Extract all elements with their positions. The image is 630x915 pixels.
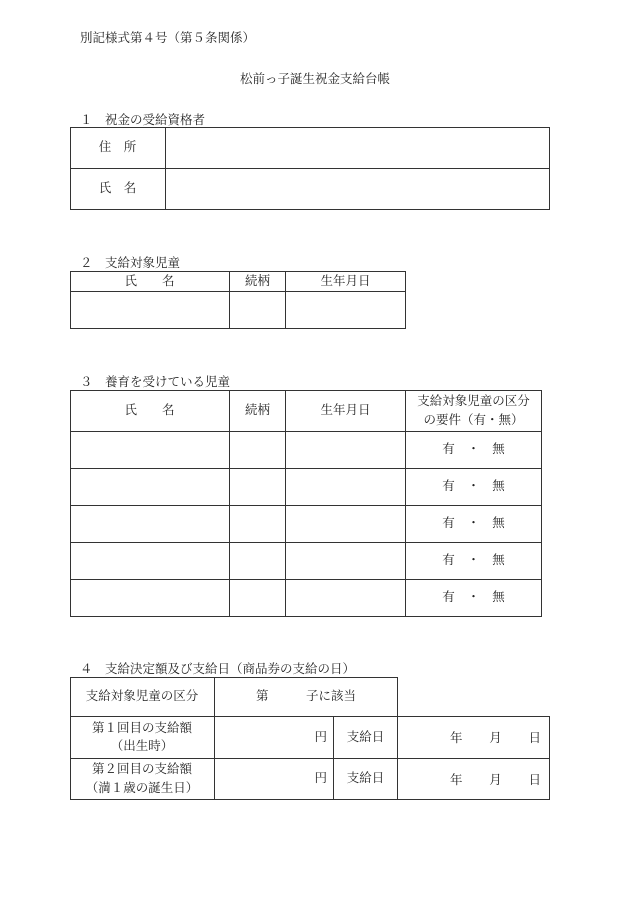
requirement-toggle[interactable]: 有 ・ 無 xyxy=(442,589,505,605)
payment2-date-field[interactable] xyxy=(398,758,549,799)
year-unit: 年 xyxy=(450,730,463,745)
section3-heading: ３ 養育を受けている児童 xyxy=(80,374,231,389)
section2-heading: ２ 支給対象児童 xyxy=(80,255,181,270)
name-field[interactable] xyxy=(166,168,549,209)
requirement-toggle[interactable]: 有 ・ 無 xyxy=(442,478,505,494)
day-unit: 日 xyxy=(528,771,541,787)
month-unit: 月 xyxy=(489,771,502,787)
address-field[interactable] xyxy=(166,127,549,168)
payment1-amount-field[interactable]: 円 xyxy=(314,728,327,744)
payment2-label xyxy=(70,758,214,799)
col-birthdate: 生年月日 xyxy=(320,272,371,288)
payment2-amount-field[interactable]: 円 xyxy=(314,770,327,786)
payment2-date-label: 支給日 xyxy=(346,770,385,786)
col-requirement xyxy=(406,390,541,431)
category-label: 支給対象児童の区分 xyxy=(85,688,199,704)
page-title: 松前っ子誕生祝金支給台帳 xyxy=(239,71,390,86)
section4-heading: ４ 支給決定額及び支給日（商品券の支給の日） xyxy=(80,661,356,676)
payment1-label-line1: 第１回目の支給額 xyxy=(91,719,192,735)
col-requirement-line2: の要件（有・無） xyxy=(423,411,524,427)
col-relation: 続柄 xyxy=(244,272,270,288)
name-label: 氏 名 xyxy=(98,180,137,196)
requirement-toggle[interactable]: 有 ・ 無 xyxy=(442,552,505,568)
form-number: 別記様式第４号（第５条関係） xyxy=(80,30,256,45)
child-birthdate-field[interactable] xyxy=(286,292,405,328)
col-requirement-line1: 支給対象児童の区分 xyxy=(417,393,530,409)
payment1-date-label: 支給日 xyxy=(346,728,385,744)
payment1-date-field[interactable] xyxy=(398,716,549,758)
col-name: 氏 名 xyxy=(124,272,175,288)
day-unit: 日 xyxy=(528,730,541,745)
col-birthdate: 生年月日 xyxy=(320,402,371,418)
child-name-field[interactable] xyxy=(71,292,229,328)
col-relation: 続柄 xyxy=(244,402,270,418)
month-unit: 月 xyxy=(489,730,502,745)
requirement-toggle[interactable]: 有 ・ 無 xyxy=(442,515,505,531)
address-label: 住 所 xyxy=(98,139,137,155)
col-name: 氏 名 xyxy=(124,402,175,418)
payment2-label-line1: 第２回目の支給額 xyxy=(91,761,192,777)
year-unit: 年 xyxy=(450,771,463,787)
payment1-label-line2: （出生時） xyxy=(110,738,174,753)
category-value[interactable]: 第 子に該当 xyxy=(255,688,356,704)
section1-heading: １ 祝金の受給資格者 xyxy=(80,112,206,127)
child-relation-field[interactable] xyxy=(230,292,285,328)
payment1-label xyxy=(70,716,214,758)
payment2-label-line2: （満１歳の誕生日） xyxy=(85,779,199,795)
requirement-toggle[interactable]: 有 ・ 無 xyxy=(442,441,505,457)
